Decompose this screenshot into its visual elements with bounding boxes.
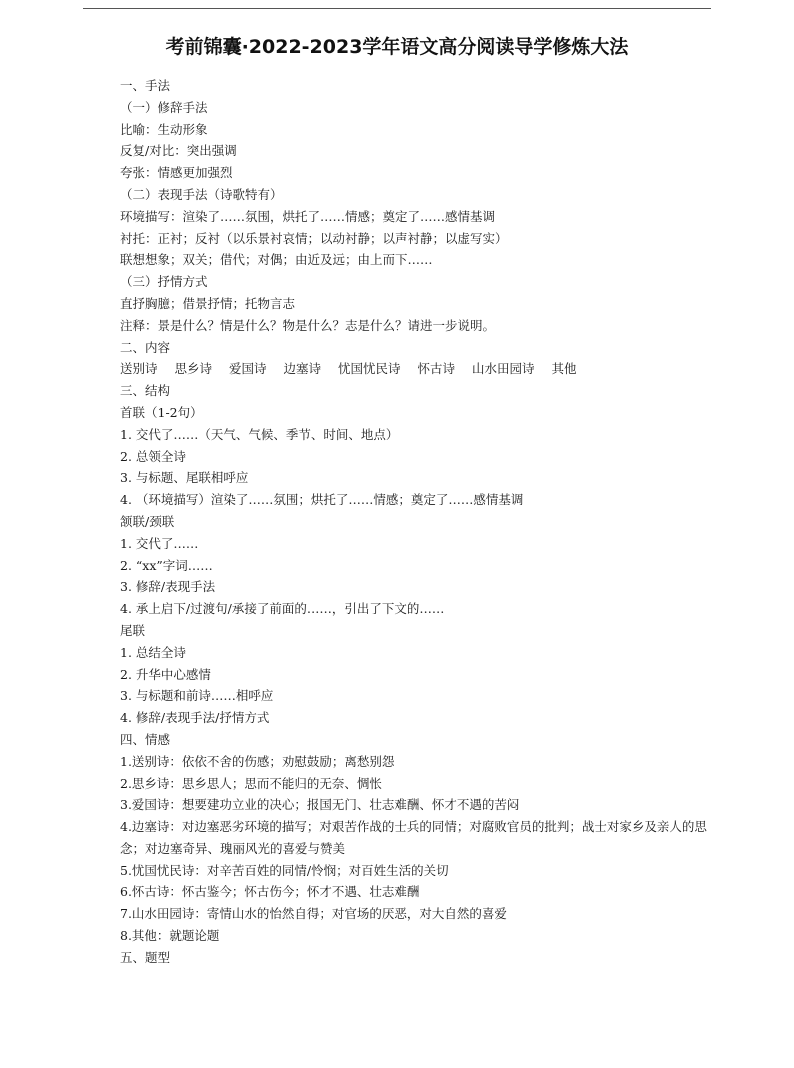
- text-line: 5.忧国忧民诗：对辛苦百姓的同情/怜悯；对百姓生活的关切: [120, 862, 449, 878]
- text-line: 夸张：情感更加强烈: [120, 165, 233, 181]
- text-line: 反复/对比：突出强调: [120, 143, 237, 159]
- subsection-heading: 尾联: [120, 622, 146, 638]
- poem-type-item: 送别诗: [120, 361, 158, 377]
- text-line: 联想想象；双关；借代；对偶；由近及远；由上而下……: [120, 252, 433, 268]
- poem-type-item: 忧国忧民诗: [338, 361, 401, 377]
- text-line: 7.山水田园诗：寄情山水的怡然自得；对官场的厌恶，对大自然的喜爱: [120, 906, 507, 922]
- section-heading: 四、情感: [120, 731, 171, 747]
- text-line: 2.思乡诗：思乡思人；思而不能归的无奈、惆怅: [120, 775, 382, 791]
- section-heading: 五、题型: [120, 949, 171, 965]
- subsection-heading: （二）表现手法（诗歌特有）: [120, 186, 283, 202]
- subsection-heading: （三）抒情方式: [120, 274, 208, 290]
- poem-type-list: [120, 358, 710, 380]
- text-line: 2. 升华中心感情: [120, 666, 211, 682]
- text-line: 3. 与标题、尾联相呼应: [120, 470, 249, 486]
- section-heading: 三、结构: [120, 383, 171, 399]
- text-line: 4. （环境描写）渲染了……氛围；烘托了……情感；奠定了……感情基调: [120, 492, 524, 508]
- poem-type-item: 边塞诗: [283, 361, 322, 377]
- section-heading: 二、内容: [120, 339, 171, 355]
- text-line: 注释：景是什么？情是什么？物是什么？志是什么？请进一步说明。: [120, 317, 496, 333]
- top-divider: [83, 8, 711, 9]
- poem-type-item: 山水田园诗: [472, 361, 535, 377]
- text-line: 6.怀古诗：怀古鉴今；怀古伤今；怀才不遇、壮志难酬: [120, 884, 420, 900]
- poem-type-item: 思乡诗: [174, 361, 213, 377]
- poem-type-item: 其他: [551, 361, 577, 377]
- text-line: 1.送别诗：依依不舍的伤感；劝慰鼓励；离愁别怨: [120, 753, 395, 769]
- page-title: 考前锦囊·2022-2023学年语文高分阅读导学修炼大法: [165, 36, 629, 58]
- text-paragraph: 4.边塞诗：对边塞恶劣环境的描写；对艰苦作战的士兵的同情；对腐败官员的批判；战士对家乡及亲人的思念；对边塞奇异、瑰丽风光的喜爱与赞美: [120, 819, 707, 856]
- text-line: 3. 修辞/表现手法: [120, 579, 216, 595]
- document-body: [120, 75, 710, 969]
- text-line: 1. 交代了……（天气、气候、季节、时间、地点）: [120, 426, 399, 442]
- subsection-heading: 颔联/颈联: [120, 513, 175, 529]
- poem-type-item: 爱国诗: [229, 361, 267, 377]
- text-line: 衬托：正衬；反衬（以乐景衬哀情；以动衬静；以声衬静；以虚写实）: [120, 230, 508, 246]
- text-line: 3. 与标题和前诗……相呼应: [120, 688, 274, 704]
- text-line: 4. 修辞/表现手法/抒情方式: [120, 710, 270, 726]
- text-line: 1. 总结全诗: [120, 644, 186, 660]
- section-heading: 一、手法: [120, 78, 171, 93]
- text-line: 3.爱国诗：想要建功立业的决心；报国无门、壮志难酬、怀才不遇的苦闷: [120, 797, 520, 813]
- text-line: 环境描写：渲染了……氛围，烘托了……情感；奠定了……感情基调: [120, 208, 496, 224]
- text-line: 1. 交代了……: [120, 535, 199, 551]
- poem-type-item: 怀古诗: [417, 361, 456, 377]
- text-line: 8.其他：就题论题: [120, 928, 220, 944]
- subsection-heading: 首联（1-2句）: [120, 404, 203, 420]
- text-line: 直抒胸臆；借景抒情；托物言志: [120, 295, 296, 311]
- subsection-heading: （一）修辞手法: [120, 99, 208, 115]
- text-line: 2. 总领全诗: [120, 448, 186, 464]
- text-line: 2. “xx”字词……: [120, 557, 213, 573]
- text-line: 比喻：生动形象: [120, 121, 208, 137]
- text-line: 4. 承上启下/过渡句/承接了前面的……，引出了下文的……: [120, 601, 445, 617]
